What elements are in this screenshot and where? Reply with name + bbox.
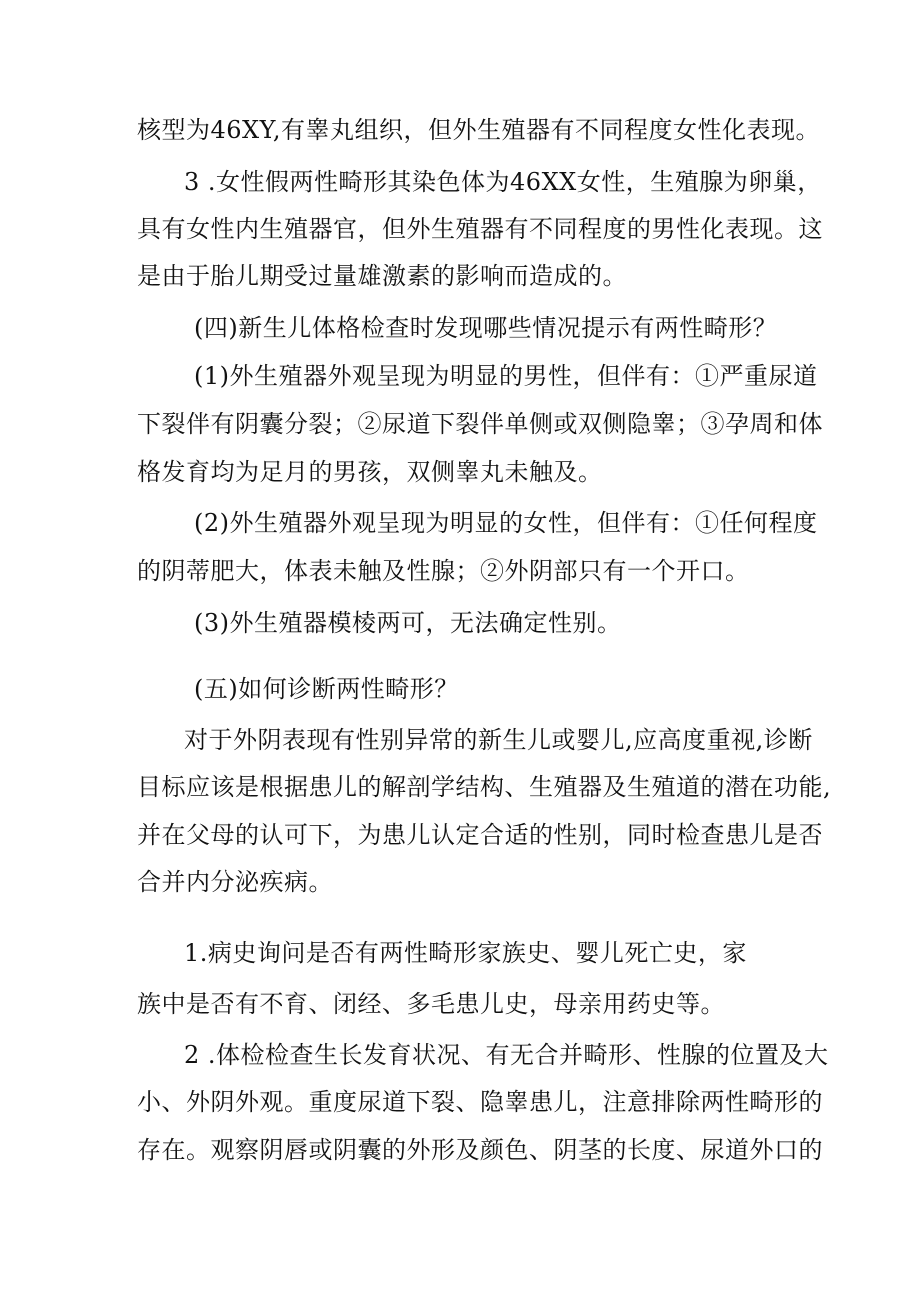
text-line-item2-1: (2)外生殖器外观呈现为明显的女性，但伴有：①任何程度: [194, 509, 818, 537]
text-line-diagnosis-2: 目标应该是根据患儿的解剖学结构、生殖器及生殖道的潜在功能,: [137, 773, 832, 801]
text-line-female-pseudo-2: 具有女性内生殖器官，但外生殖器有不同程度的男性化表现。这: [137, 215, 823, 243]
text-line-karyotype: 核型为46XY,有睾丸组织，但外生殖器有不同程度女性化表现。: [137, 116, 821, 144]
text-line-item2-2: 的阴蒂肥大，体表未触及性腺；②外阴部只有一个开口。: [137, 557, 750, 585]
text-line-exam-2: 小、外阴外观。重度尿道下裂、隐睾患儿，注意排除两性畸形的: [137, 1088, 823, 1116]
text-line-exam-1: 2 .体检检查生长发育状况、有无合并畸形、性腺的位置及大: [184, 1041, 829, 1069]
text-line-item1-3: 格发育均为足月的男孩，双侧睾丸未触及。: [137, 458, 603, 486]
text-line-female-pseudo-1: 3 .女性假两性畸形其染色体为46XX女性，生殖腺为卵巢，: [184, 168, 822, 196]
text-line-diagnosis-1: 对于外阴表现有性别异常的新生儿或婴儿,应高度重视,诊断: [184, 726, 813, 754]
text-line-item3: (3)外生殖器模棱两可，无法确定性别。: [194, 609, 622, 637]
text-line-diagnosis-4: 合并内分泌疾病。: [137, 868, 333, 896]
section-heading-4: (四)新生儿体格检查时发现哪些情况提示有两性畸形？: [194, 314, 778, 342]
text-line-history-1: 1.病史询问是否有两性畸形家族史、婴儿死亡史，家: [184, 939, 747, 967]
text-line-female-pseudo-3: 是由于胎儿期受过量雄激素的影响而造成的。: [137, 262, 627, 290]
text-line-item1-1: (1)外生殖器外观呈现为明显的男性，但伴有：①严重尿道: [194, 362, 818, 390]
text-line-history-2: 族中是否有不育、闭经、多毛患儿史，母亲用药史等。: [137, 990, 725, 1018]
text-line-diagnosis-3: 并在父母的认可下，为患儿认定合适的性别，同时检查患儿是否: [137, 821, 823, 849]
section-heading-5: (五)如何诊断两性畸形？: [194, 675, 459, 703]
text-line-item1-2: 下裂伴有阴囊分裂；②尿道下裂伴单侧或双侧隐睾；③孕周和体: [137, 410, 823, 438]
text-line-exam-3: 存在。观察阴唇或阴囊的外形及颜色、阴茎的长度、尿道外口的: [137, 1136, 823, 1164]
